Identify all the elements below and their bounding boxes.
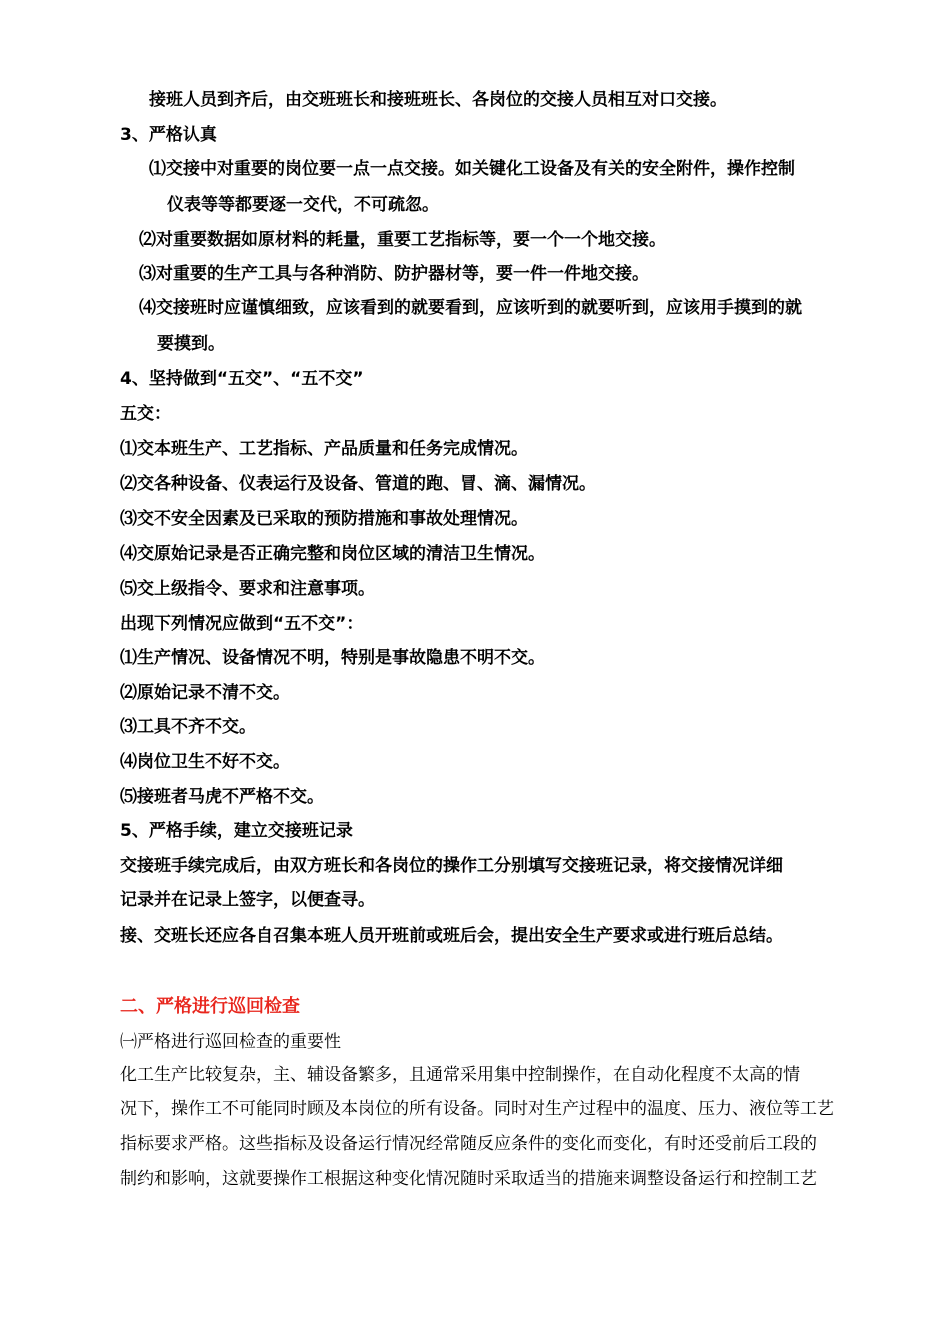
wujiao-item-2: ⑵交各种设备、仪表运行及设备、管道的跑、冒、滴、漏情况。 (120, 474, 596, 494)
heading-4: 4、坚持做到“五交”、“五不交” (120, 369, 364, 389)
handover-line: 接班人员到齐后，由交班班长和接班班长、各岗位的交接人员相互对口交接。 (149, 90, 727, 110)
wubujiao-item-4: ⑷岗位卫生不好不交。 (120, 752, 290, 772)
wubujiao-item-2: ⑵原始记录不清不交。 (120, 683, 290, 703)
heading-3: 3、严格认真 (120, 125, 217, 145)
para-5-line-2: 记录并在记录上签字，以便查寻。 (120, 890, 375, 910)
wubujiao-item-5: ⑸接班者马虎不严格不交。 (120, 787, 324, 807)
wujiao-item-4: ⑷交原始记录是否正确完整和岗位区域的清洁卫生情况。 (120, 544, 545, 564)
wujiao-item-3: ⑶交不安全因素及已采取的预防措施和事故处理情况。 (120, 509, 528, 529)
section-2-para-line-1: 化工生产比较复杂，主、辅设备繁多，且通常采用集中控制操作，在自动化程度不太高的情 (120, 1065, 800, 1085)
item-3-1-line-2: 仪表等等都要逐一交代，不可疏忽。 (167, 195, 439, 215)
wujiao-label: 五交： (120, 404, 171, 424)
wubujiao-item-3: ⑶工具不齐不交。 (120, 717, 256, 737)
heading-5: 5、严格手续，建立交接班记录 (120, 821, 353, 841)
item-3-1-line-1: ⑴交接中对重要的岗位要一点一点交接。如关键化工设备及有关的安全附件，操作控制 (149, 159, 795, 179)
wujiao-item-1: ⑴交本班生产、工艺指标、产品质量和任务完成情况。 (120, 439, 528, 459)
section-2-para-line-2: 况下，操作工不可能同时顾及本岗位的所有设备。同时对生产过程中的温度、压力、液位等工艺 (120, 1099, 834, 1119)
section-2-subtitle: ㈠严格进行巡回检查的重要性 (120, 1032, 341, 1052)
wubujiao-label: 出现下列情况应做到“五不交”： (120, 614, 364, 634)
section-2-para-line-4: 制约和影响，这就要操作工根据这种变化情况随时采取适当的措施来调整设备运行和控制工艺 (120, 1169, 817, 1189)
wujiao-item-5: ⑸交上级指令、要求和注意事项。 (120, 579, 375, 599)
item-3-4-line-2: 要摸到。 (157, 334, 225, 354)
para-5-line-3: 接、交班长还应各自召集本班人员开班前或班后会，提出安全生产要求或进行班后总结。 (120, 926, 783, 946)
section-2-title: 二、严格进行巡回检查 (120, 996, 300, 1017)
para-5-line-1: 交接班手续完成后，由双方班长和各岗位的操作工分别填写交接班记录，将交接情况详细 (120, 856, 783, 876)
item-3-3: ⑶对重要的生产工具与各种消防、防护器材等，要一件一件地交接。 (139, 264, 649, 284)
item-3-2: ⑵对重要数据如原材料的耗量，重要工艺指标等，要一个一个地交接。 (139, 230, 666, 250)
wubujiao-item-1: ⑴生产情况、设备情况不明，特别是事故隐患不明不交。 (120, 648, 545, 668)
section-2-para-line-3: 指标要求严格。这些指标及设备运行情况经常随反应条件的变化而变化，有时还受前后工段的 (120, 1134, 817, 1154)
item-3-4-line-1: ⑷交接班时应谨慎细致，应该看到的就要看到，应该听到的就要听到，应该用手摸到的就 (139, 298, 802, 318)
